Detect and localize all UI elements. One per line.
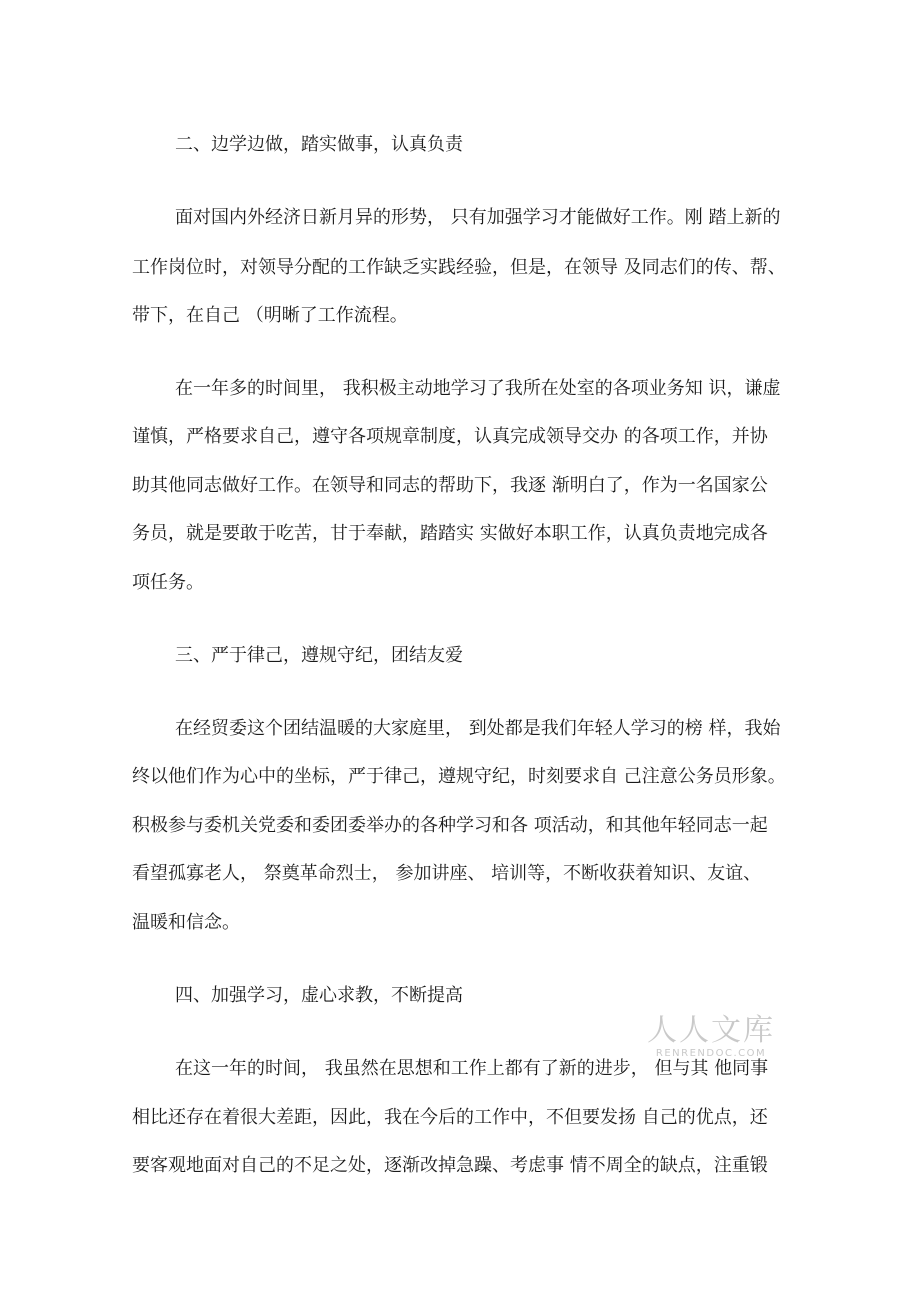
- section-heading-3: 三、严于律己，遵规守纪，团结友爱: [175, 645, 463, 666]
- paragraph-line: 积极参与委机关党委和委团委举办的各种学习和各 项活动，和其他年轻同志一起: [132, 815, 768, 836]
- watermark-logo: [646, 1014, 776, 1060]
- paragraph-line: 在这一年的时间， 我虽然在思想和工作上都有了新的进步， 但与其 他同事: [175, 1058, 769, 1079]
- paragraph-line: 面对国内外经济日新月异的形势， 只有加强学习才能做好工作。刚 踏上新的: [175, 207, 781, 228]
- paragraph-line: 务员，就是要敢于吃苦，甘于奉献，踏踏实 实做好本职工作，认真负责地完成各: [132, 523, 768, 544]
- paragraph-line: 助其他同志做好工作。在领导和同志的帮助下，我逐 渐明白了，作为一名国家公: [132, 475, 768, 496]
- paragraph-line: 带下，在自己 （明晰了工作流程。: [132, 305, 408, 326]
- section-heading-2: 二、边学边做，踏实做事，认真负责: [175, 134, 463, 155]
- paragraph-line: 看望孤寡老人， 祭奠革命烈士， 参加讲座、 培训等，不断收获着知识、友谊、: [132, 863, 762, 884]
- paragraph-line: 在经贸委这个团结温暖的大家庭里， 到处都是我们年轻人学习的榜 样，我始: [175, 718, 781, 739]
- section-heading-4: 四、加强学习，虚心求教，不断提高: [175, 985, 463, 1006]
- paragraph-line: 温暖和信念。: [132, 912, 240, 933]
- watermark-subtitle: RENRENDOC.COM: [655, 1048, 767, 1059]
- watermark-title: 人人文库: [647, 1013, 775, 1048]
- paragraph-line: 工作岗位时，对领导分配的工作缺乏实践经验，但是，在领导 及同志们的传、帮、: [132, 257, 786, 278]
- paragraph-line: 要客观地面对自己的不足之处，逐渐改掉急躁、考虑事 情不周全的缺点，注重锻: [132, 1155, 768, 1176]
- paragraph-line: 项任务。: [132, 572, 204, 593]
- paragraph-line: 在一年多的时间里， 我积极主动地学习了我所在处室的各项业务知 识，谦虚: [175, 378, 781, 399]
- paragraph-line: 相比还存在着很大差距，因此，我在今后的工作中，不但要发扬 自己的优点，还: [132, 1107, 768, 1128]
- paragraph-line: 谨慎，严格要求自己，遵守各项规章制度，认真完成领导交办 的各项工作，并协: [132, 426, 768, 447]
- paragraph-line: 终以他们作为心中的坐标，严于律己，遵规守纪，时刻要求自 己注意公务员形象。: [132, 766, 786, 787]
